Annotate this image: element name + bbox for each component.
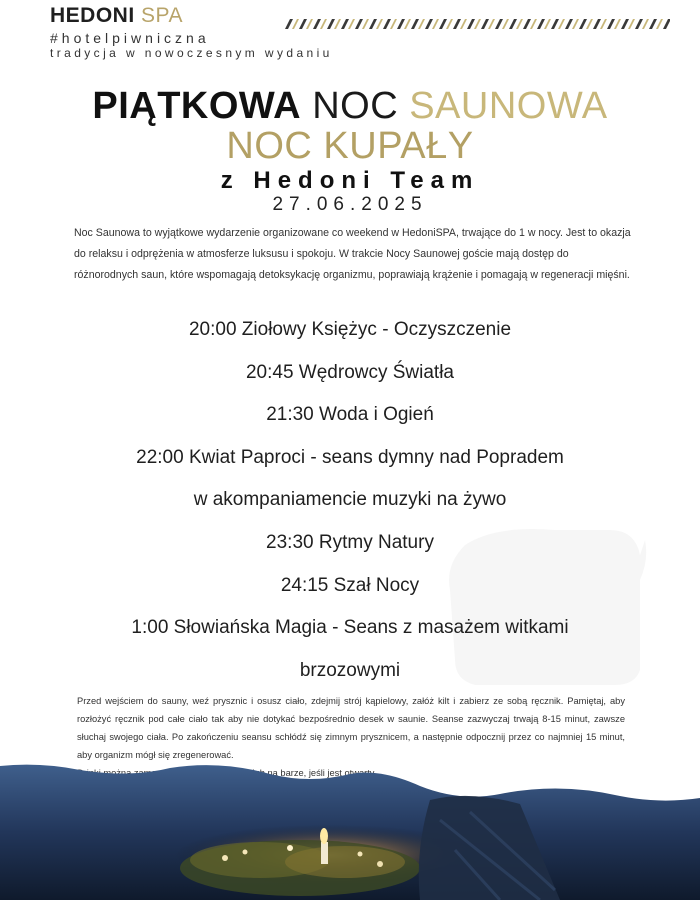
schedule-list	[0, 309, 700, 692]
brand-logo	[50, 4, 210, 28]
title-gold-word: SAUNOWA	[409, 85, 608, 127]
decorative-pattern	[285, 17, 670, 29]
tagline: tradycja w nowoczesnym wydaniu	[50, 46, 333, 60]
schedule-item: w akompaniamencie muzyki na żywo	[193, 489, 507, 511]
brand-name: HEDONI	[50, 4, 135, 27]
schedule-item: 20:00 Ziołowy Księżyc - Oczyszczenie	[188, 319, 512, 340]
brand-block	[50, 4, 210, 47]
event-team: z Hedoni Team	[220, 167, 480, 194]
schedule-item: brzozowymi	[299, 659, 401, 681]
night-photo	[0, 760, 700, 900]
schedule-item: 22:00 Kwiat Paproci - seans dymny nad Popradem	[136, 446, 564, 468]
schedule-item: 24:15 Szał Nocy	[280, 574, 420, 596]
intro-paragraph: Noc Saunowa to wyjątkowe wydarzenie organizowane co weekend w HedoniSPA, trwające do 1 w nocy. Jest to okazja do relaksu i odprężenia w atmosferze luksusu i spokoju. W trakcie Nocy Saunowej goście mają dostęp do różnorodnych saun, które wspomagają detoksykację organizmu, poprawiają krążenie i pomagają w regeneracji mięśni.	[74, 227, 631, 281]
event-date: 27.06.2025	[272, 194, 428, 215]
schedule-item: 21:30 Woda i Ogień	[266, 404, 434, 426]
schedule-item: 23:30 Rytmy Natury	[266, 531, 434, 553]
title-bold-word: PIĄTKOWA	[92, 85, 302, 127]
schedule-item: 1:00 Słowiańska Magia - Seans z masażem witkami	[131, 617, 569, 639]
title-dark-word: NOC	[312, 85, 399, 127]
event-subtitle: NOC KUPAŁY	[226, 125, 474, 167]
rules-paragraph: Przed wejściem do sauny, weź prysznic i osusz ciało, zdejmij strój kąpielowy, załóż kilt i zabierz ze sobą ręcznik. Pamiętaj, aby rozłożyć ręcznik pod całe ciało tak aby nie dotykać bezpośrednio desek w saunie. Seanse zazwyczaj trwają 8-15 minut, zawsze słuchaj swojego ciała. Po zakończeniu seansu schłódź się zimnym prysznicem, a następnie odpocznij przez co najmniej 15 minut, aby organizm mógł się zregenerować.	[77, 696, 625, 760]
brand-suffix: SPA	[141, 4, 183, 27]
hashtag: #hotelpiwniczna	[50, 30, 210, 46]
event-title	[0, 84, 700, 128]
schedule-item: 20:45 Wędrowcy Światła	[245, 361, 455, 383]
